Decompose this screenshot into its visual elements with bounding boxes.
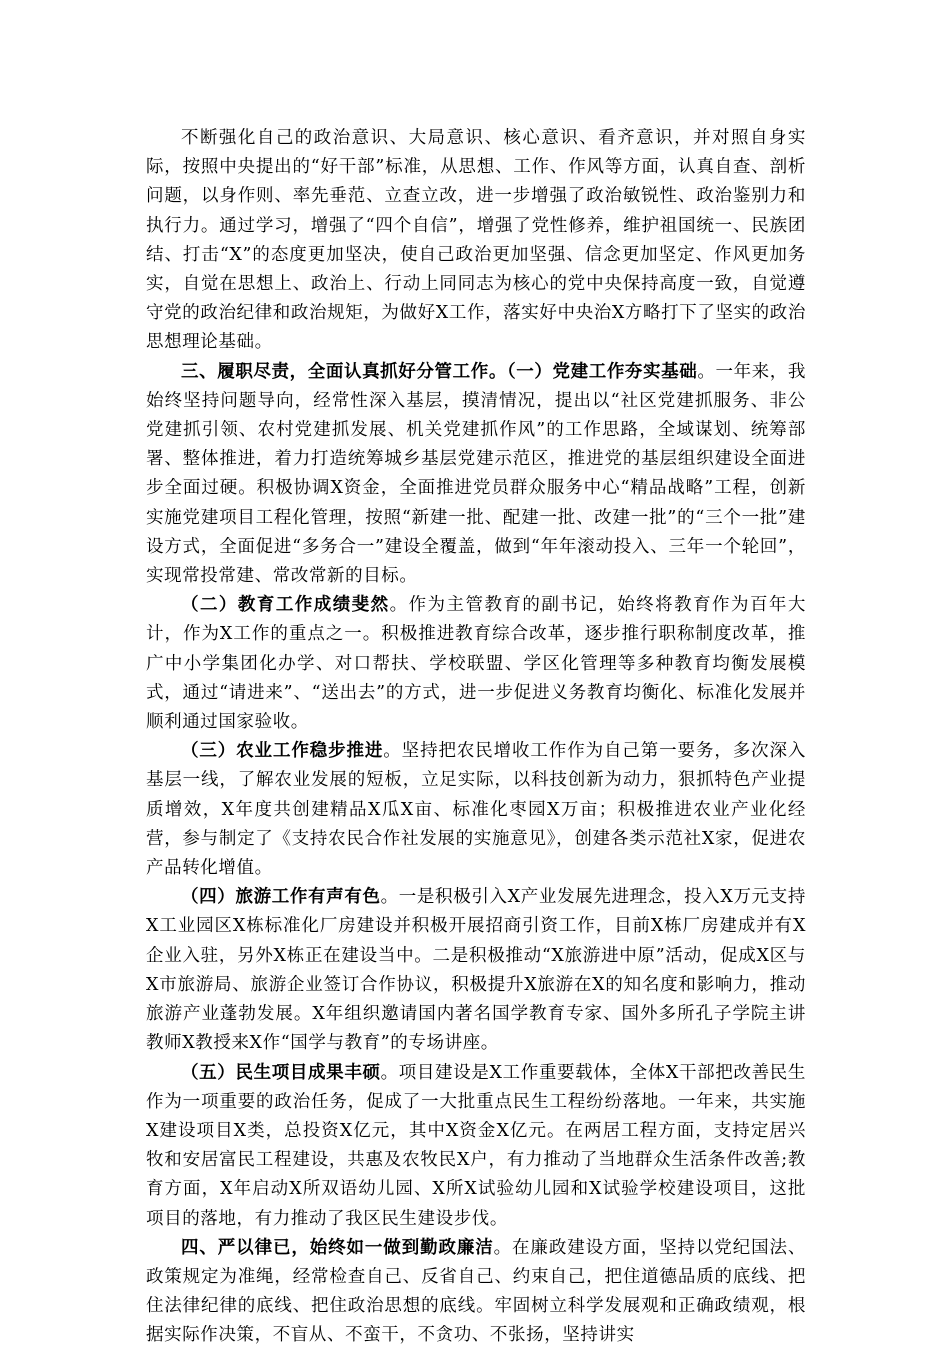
paragraph-text: 。坚持把农民增收工作作为自己第一要务，多次深入基层一线，了解农业发展的短板，立足实际，以科技创新为动力，狠抓特色产业提质增效，X年度共创建精品X瓜X亩、标准化枣园X万亩；积极推进农业产业化经营，参与制定了《支持农民合作社发展的实施意见》，创建各类示范社X家，促进农产品转化增值。 — [146, 741, 806, 879]
paragraph-text: 不断强化自己的政治意识、大局意识、核心意识、看齐意识，并对照自身实际，按照中央提出的“好干部”标准，从思想、工作、作风等方面，认真自查、剖析问题，以身作则、率先垂范、立查立改，进一步增强了政治敏锐性、政治鉴别力和执行力。通过学习，增强了“四个自信”，增强了党性修养，维护祖国统一、民族团结、打击“X”的态度更加坚决，使自己政治更加坚强、信念更加坚定、作风更加务实，自觉在思想上、政治上、行动上同同志为核心的党中央保持高度一致，自觉遵守党的政治纪律和政治规矩，为做好X工作，落实好中央治X方略打下了坚实的政治思想理论基础。 — [146, 128, 806, 353]
paragraph-text: 。项目建设是X工作重要载体，全体X干部把改善民生作为一项重要的政治任务，促成了一大批重点民生工程纷纷落地。一年来，共实施X建设项目X类，总投资X亿元，其中X资金X亿元。在两居工程方面，支持定居兴牧和安居富民工程建设，共惠及农牧民X户，有力推动了当地群众生活条件改善;教育方面，X年启动X所双语幼儿园、X所X试验幼儿园和X试验学校建设项目，这批项目的落地，有力推动了我区民生建设步伐。 — [146, 1062, 806, 1229]
paragraph-education — [146, 591, 806, 737]
paragraph-agriculture — [146, 737, 806, 883]
paragraph-heading: （三）农业工作稳步推进 — [181, 741, 384, 762]
paragraph-integrity — [146, 1234, 806, 1351]
body-text — [146, 124, 806, 1351]
paragraph-text: 。作为主管教育的副书记，始终将教育作为百年大计，作为X工作的重点之一。积极推进教育综合改革，逐步推行职称制度改革，推广中小学集团化办学、对口帮扶、学校联盟、学区化管理等多种教育均衡发展模式，通过“请进来”、“送出去”的方式，进一步促进义务教育均衡化、标准化发展并顺利通过国家验收。 — [146, 595, 806, 733]
paragraph-heading: 三、履职尽责，全面认真抓好分管工作。（一）党建工作夯实基础 — [181, 361, 698, 382]
paragraph-political-awareness — [146, 124, 806, 358]
paragraph-party-building — [146, 358, 806, 592]
paragraph-heading: （四）旅游工作有声有色 — [181, 887, 381, 908]
paragraph-heading: （五）民生项目成果丰硕 — [181, 1062, 381, 1083]
paragraph-tourism — [146, 883, 806, 1058]
paragraph-heading: （二）教育工作成绩斐然 — [181, 595, 390, 616]
paragraph-heading: 四、严以律已，始终如一做到勤政廉洁 — [181, 1237, 494, 1258]
paragraph-text: 。在廉政建设方面，坚持以党纪国法、政策规定为准绳，经常检查自己、反省自己、约束自己，把住道德品质的底线、把住法律纪律的底线、把住政治思想的底线。牢固树立科学发展观和正确政绩观，根据实际作决策，不盲从、不蛮干，不贪功、不张扬，坚持讲实 — [146, 1237, 806, 1346]
paragraph-text: 。一年来，我始终坚持问题导向，经常性深入基层，摸清情况，提出以“社区党建抓服务、非公党建抓引领、农村党建抓发展、机关党建抓作风”的工作思路，全域谋划、统筹部署、整体推进，着力打造统筹城乡基层党建示范区，推进党的基层组织建设全面进步全面过硬。积极协调X资金，全面推进党员群众服务中心“精品战略”工程，创新实施党建项目工程化管理，按照“新建一批、配建一批、改建一批”的“三个一批”建设方式，全面促进“多务合一”建设全覆盖，做到“年年滚动投入、三年一个轮回”，实现常投常建、常改常新的目标。 — [146, 361, 806, 587]
paragraph-text: 。一是积极引入X产业发展先进理念，投入X万元支持X工业园区X栋标准化厂房建设并积极开展招商引资工作，目前X栋厂房建成并有X企业入驻，另外X栋正在建设当中。二是积极推动“X旅游进中原”活动，促成X区与X市旅游局、旅游企业签订合作协议，积极提升X旅游在X的知名度和影响力，推动旅游产业蓬勃发展。X年组织邀请国内著名国学教育专家、国外多所孔子学院主讲教师X教授来X作“国学与教育”的专场讲座。 — [146, 887, 806, 1054]
paragraph-livelihood — [146, 1059, 806, 1234]
